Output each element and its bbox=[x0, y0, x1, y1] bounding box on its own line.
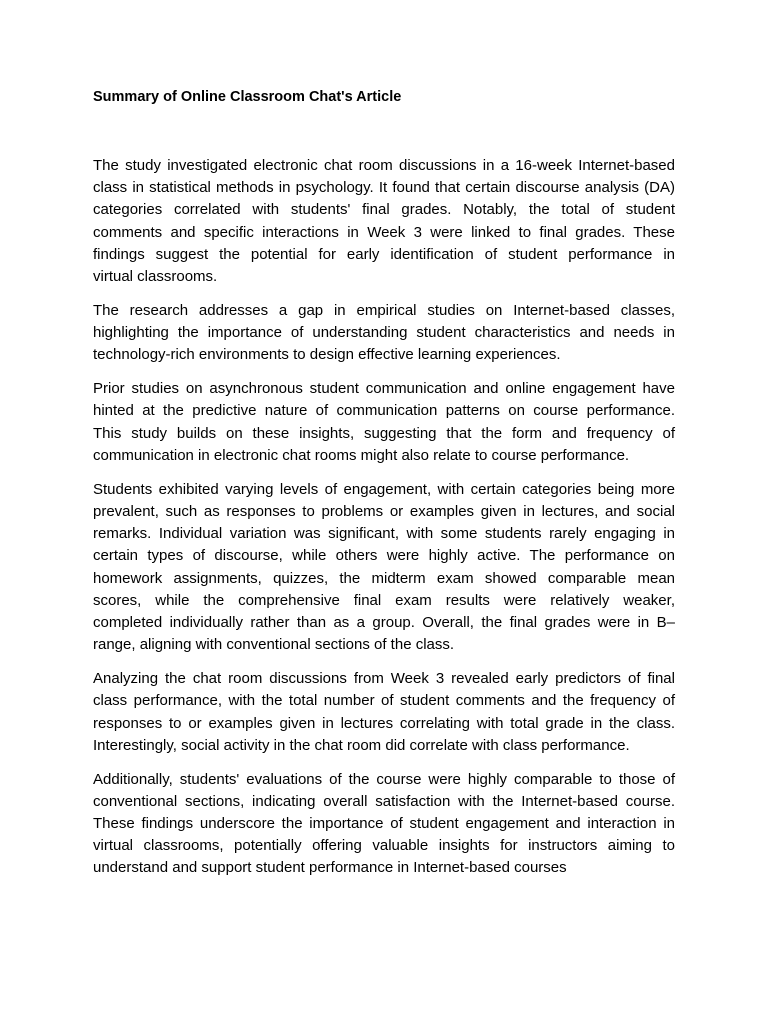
text-line: class in statistical methods in psychology. It found that certain discourse analysis (DA) bbox=[93, 179, 675, 197]
text-line: Interestingly, social activity in the chat room did correlate with class performance. bbox=[93, 736, 630, 754]
text-line: virtual classrooms, potentially offering valuable insights for instructors aiming to bbox=[93, 837, 675, 855]
text-line: categories correlated with students' final grades. Notably, the total of student bbox=[93, 201, 675, 219]
paragraph bbox=[93, 479, 675, 657]
paragraph bbox=[93, 155, 675, 288]
text-line: responses to or examples given in lectures correlating with total grade in the class. bbox=[93, 714, 675, 732]
text-line: range, aligning with conventional sections of the class. bbox=[93, 636, 455, 654]
text-line: conventional sections, indicating overall satisfaction with the Internet-based course. bbox=[93, 792, 675, 810]
document-body bbox=[93, 155, 675, 891]
text-line: Students exhibited varying levels of engagement, with certain categories being more bbox=[93, 480, 675, 498]
text-line: Analyzing the chat room discussions from Week 3 revealed early predictors of final bbox=[93, 670, 675, 688]
text-line: scores, while the comprehensive final exam results were relatively weaker, bbox=[93, 591, 675, 609]
text-line: completed individually rather than as a group. Overall, the final grades were in B– bbox=[93, 613, 675, 631]
text-line: virtual classrooms. bbox=[93, 267, 218, 285]
paragraph bbox=[93, 378, 675, 467]
text-line: technology-rich environments to design effective learning experiences. bbox=[93, 346, 561, 364]
text-line: The research addresses a gap in empirical studies on Internet-based classes, bbox=[93, 301, 675, 319]
text-line: homework assignments, quizzes, the midterm exam showed comparable mean bbox=[93, 569, 675, 587]
text-line: highlighting the importance of understanding student characteristics and needs in bbox=[93, 324, 675, 342]
text-line: Prior studies on asynchronous student communication and online engagement have bbox=[93, 380, 675, 398]
paragraph bbox=[93, 300, 675, 367]
text-line: These findings underscore the importance of student engagement and interaction in bbox=[93, 815, 675, 833]
text-line: understand and support student performance in Internet-based courses bbox=[93, 859, 567, 877]
text-line: comments and specific interactions in Week 3 were linked to final grades. These bbox=[93, 223, 675, 241]
text-line: class performance, with the total number of student comments and the frequency of bbox=[93, 692, 675, 710]
text-line: remarks. Individual variation was significant, with some students rarely engaging in bbox=[93, 525, 675, 543]
paragraph bbox=[93, 769, 675, 880]
document-title: Summary of Online Classroom Chat's Article bbox=[93, 89, 402, 105]
text-line: Additionally, students' evaluations of the course were highly comparable to those of bbox=[93, 770, 675, 788]
text-line: communication in electronic chat rooms might also relate to course performance. bbox=[93, 446, 630, 464]
paragraph bbox=[93, 668, 675, 757]
text-line: prevalent, such as responses to problems or examples given in lectures, and social bbox=[93, 503, 675, 521]
text-line: The study investigated electronic chat room discussions in a 16-week Internet-based bbox=[93, 157, 675, 174]
text-line: This study builds on these insights, suggesting that the form and frequency of bbox=[93, 424, 675, 442]
text-line: hinted at the predictive nature of communication patterns on course performance. bbox=[93, 402, 675, 420]
text-line: certain types of discourse, while others were highly active. The performance on bbox=[93, 547, 675, 565]
text-line: findings suggest the potential for early identification of student performance in bbox=[93, 245, 675, 263]
